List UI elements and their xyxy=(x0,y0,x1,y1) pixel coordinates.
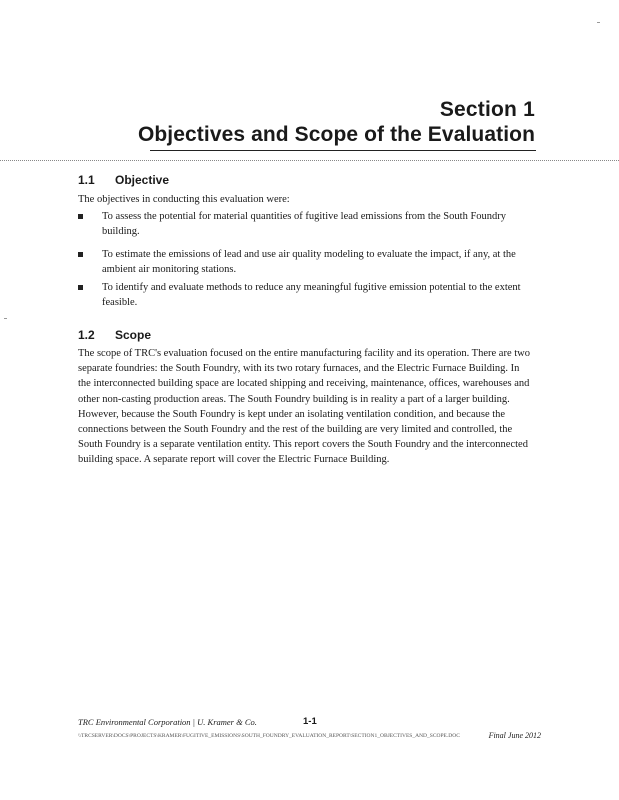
title-underline xyxy=(150,150,536,151)
page-number: 1-1 xyxy=(303,716,317,727)
footer-company: TRC Environmental Corporation | U. Kramer & Co. xyxy=(78,717,257,727)
objective-title: Objective xyxy=(115,173,170,187)
section-title: Objectives and Scope of the Evaluation xyxy=(137,123,535,146)
bullet-text: To estimate the emissions of lead and use air quality modeling to evaluate the impact, if any, at the ambient air monitoring stations. xyxy=(102,249,516,275)
list-item xyxy=(78,210,533,239)
scan-mark xyxy=(597,22,600,23)
bullet-square-icon xyxy=(78,285,83,290)
bullet-square-icon xyxy=(78,214,83,219)
bullet-square-icon xyxy=(78,252,83,257)
footer-file-path: \\TRCSERVER\DOCS\PROJECTS\KRAMER\FUGITIVE_EMISSIONS\SOUTH_FOUNDRY_EVALUATION_REPORT\SECTION1_OBJECTIVES_AND_SCOPE.DOC xyxy=(78,733,460,739)
bullet-text: To assess the potential for material quantities of fugitive lead emissions from the South Foundry building. xyxy=(102,211,507,237)
objective-heading xyxy=(78,173,169,187)
header-divider xyxy=(0,160,619,161)
objective-intro: The objectives in conducting this evaluation were: xyxy=(78,194,290,205)
bullet-text: To identify and evaluate methods to reduce any meaningful fugitive emission potential to the extent feasible. xyxy=(102,282,521,308)
scope-number: 1.2 xyxy=(78,328,95,342)
scope-heading xyxy=(78,328,151,342)
scan-mark xyxy=(4,318,7,319)
footer-status: Final June 2012 xyxy=(485,731,541,740)
objective-number: 1.1 xyxy=(78,173,95,187)
scope-paragraph: The scope of TRC's evaluation focused on the entire manufacturing facility and its operation. There are two separate foundries: the South Foundry, with its two rotary furnaces, and the Electric Furnace Building. In the interconnected building space are located shipping and receiving, maintenance, offices, warehouses and other non-casting production areas. The South Foundry building is in reality a part of a larger building. However, because the South Foundry is kept under an isolating ventilation condition, and because the connections between the South Foundry and the rest of the building are very limited and controlled, the South Foundry is a separate ventilation entity. This report covers the South Foundry and the interconnected building space. A separate report will cover the Electric Furnace Building. xyxy=(78,348,530,466)
list-item xyxy=(78,281,533,310)
section-number: Section 1 xyxy=(439,98,535,121)
list-item xyxy=(78,248,533,277)
scope-title: Scope xyxy=(115,328,152,342)
